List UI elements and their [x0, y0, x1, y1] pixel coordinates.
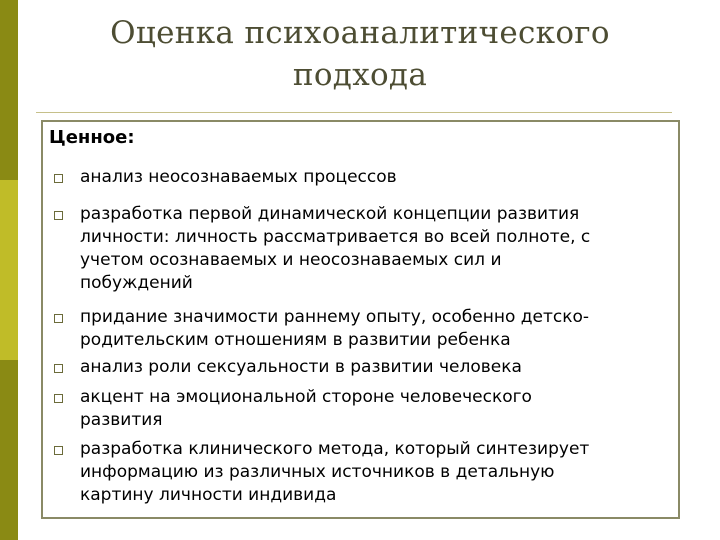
square-bullet-icon: [54, 211, 63, 220]
title-line-2: подхода: [292, 57, 428, 93]
accent-bar-bottom: [0, 360, 18, 540]
accent-bar-middle: [0, 180, 18, 360]
title-line-1: Оценка психоаналитического: [110, 15, 610, 51]
content-box: [41, 120, 680, 519]
slide-title: [40, 12, 680, 96]
list-item-text: акцент на эмоциональной стороне человеческого развития: [80, 387, 532, 430]
list-item-text: анализ роли сексуальности в развитии человека: [80, 357, 522, 377]
square-bullet-icon: [54, 394, 63, 403]
title-divider: [36, 112, 672, 113]
list-item-text: разработка клинического метода, который синтезирует информацию из различных источников в детальную картину личности индивида: [80, 439, 590, 505]
list-item-text: придание значимости раннему опыту, особенно детско- родительским отношениям в развитии ребенка: [80, 307, 590, 350]
accent-bar-top: [0, 0, 18, 180]
list-item-text: разработка первой динамической концепции развития личности: личность рассматривается во всей полноте, с учетом осознаваемых и неосознаваемых сил и побуждений: [80, 204, 591, 293]
square-bullet-icon: [54, 446, 63, 455]
square-bullet-icon: [54, 314, 63, 323]
square-bullet-icon: [54, 364, 63, 373]
square-bullet-icon: [54, 174, 63, 183]
content-heading: Ценное:: [49, 127, 135, 148]
list-item-text: анализ неосознаваемых процессов: [80, 167, 397, 187]
